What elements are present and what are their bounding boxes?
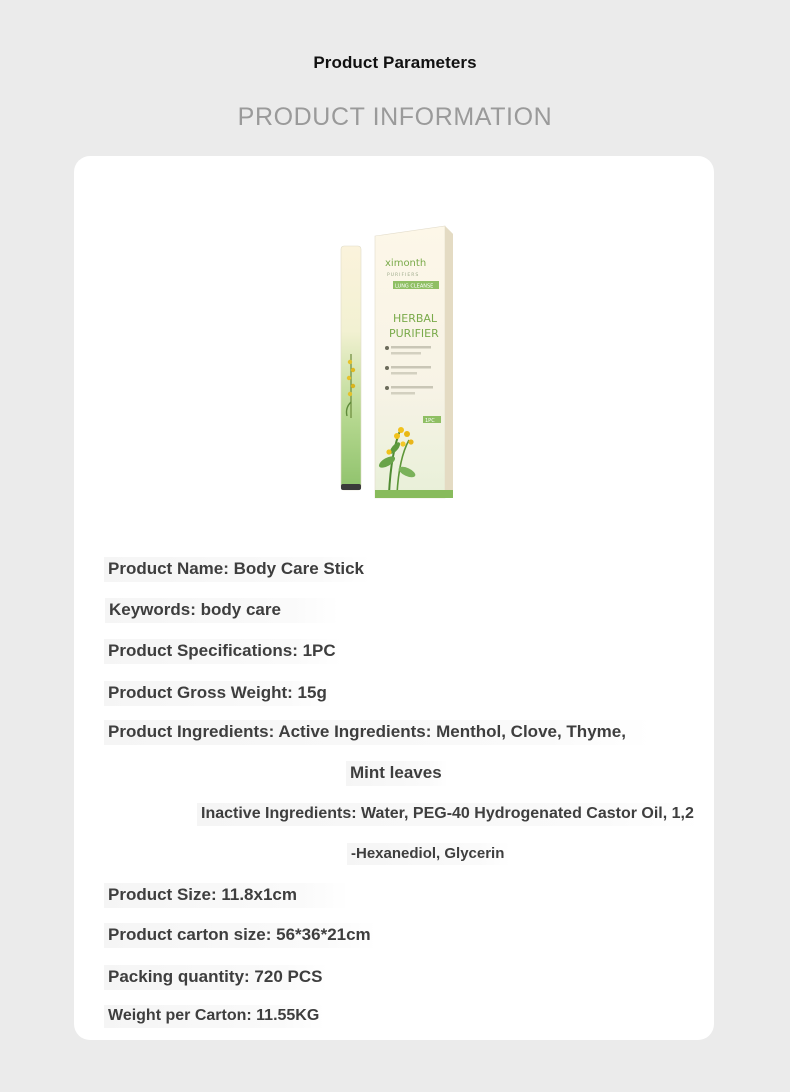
spec-packing-quantity: Packing quantity: 720 PCS (104, 965, 328, 990)
package-box-icon (375, 226, 453, 498)
spec-carton-size: Product carton size: 56*36*21cm (104, 923, 377, 948)
page-title: Product Parameters (313, 53, 477, 72)
package-tag: LUNG CLEANSE (395, 283, 434, 290)
product-info-card (74, 156, 714, 1040)
package-brand: ximonth (385, 258, 427, 269)
spec-gross-weight: Product Gross Weight: 15g (104, 681, 333, 706)
package-count: 1PC (425, 418, 435, 424)
product-image (337, 222, 461, 502)
spec-ingredients-inactive-cont: -Hexanediol, Glycerin (347, 843, 510, 865)
spec-ingredients-active-cont: Mint leaves (346, 761, 448, 786)
spec-specifications: Product Specifications: 1PC (104, 639, 342, 664)
spec-size: Product Size: 11.8x1cm (104, 883, 349, 908)
page-subtitle: PRODUCT INFORMATION (237, 103, 553, 131)
package-name-1: HERBAL (393, 312, 438, 325)
spec-carton-weight: Weight per Carton: 11.55KG (104, 1005, 325, 1028)
spec-ingredients-inactive: Inactive Ingredients: Water, PEG-40 Hydrogenated Castor Oil, 1,2 (197, 803, 700, 826)
package-brand-sub: PURIFIERS (387, 273, 420, 278)
spec-ingredients-active: Product Ingredients: Active Ingredients: Menthol, Clove, Thyme, (104, 720, 652, 745)
package-name-2: PURIFIER (389, 327, 439, 340)
spec-keywords: Keywords: body care (105, 598, 339, 623)
spec-product-name: Product Name: Body Care Stick (104, 557, 370, 582)
inhaler-stick-icon (341, 246, 361, 490)
